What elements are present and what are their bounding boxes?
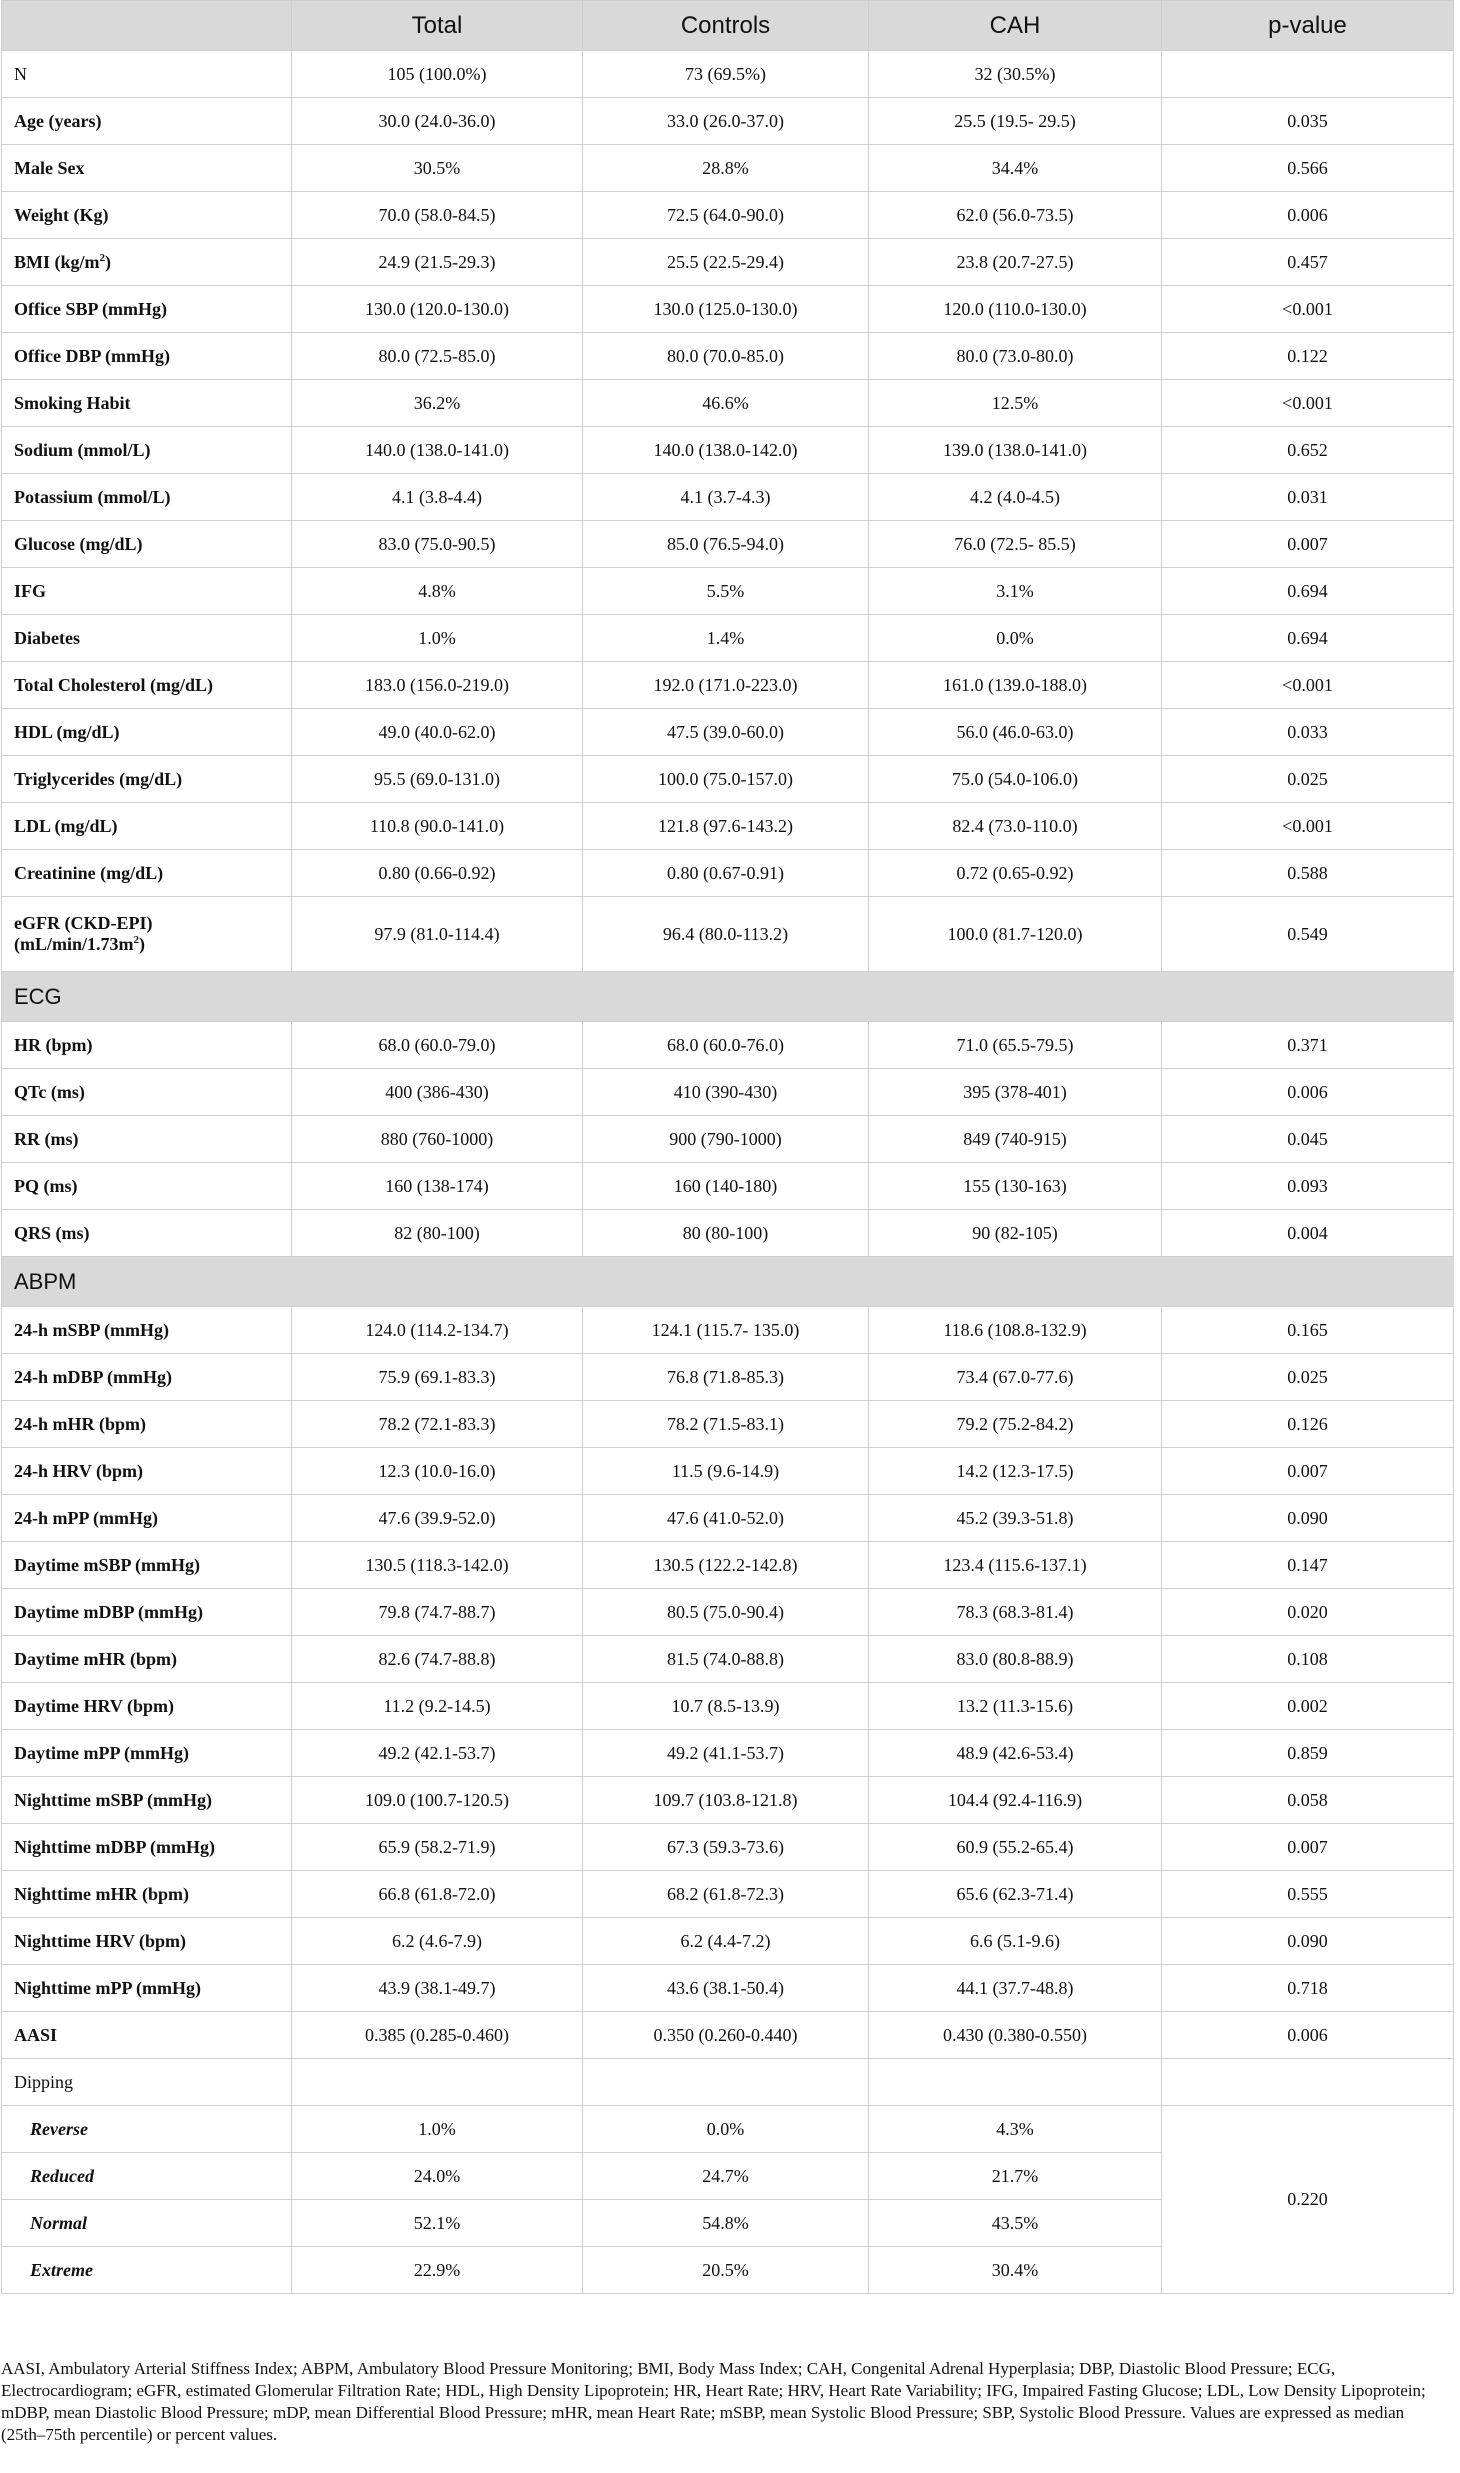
table-row — [2, 897, 1454, 972]
total-cell: 12.3 (10.0-16.0) — [292, 1448, 583, 1495]
cah-cell: 118.6 (108.8-132.9) — [869, 1307, 1162, 1354]
p-value-cell — [1162, 51, 1454, 98]
table-row — [2, 709, 1454, 756]
controls-cell: 0.0% — [583, 2106, 869, 2153]
total-cell: 30.0 (24.0-36.0) — [292, 98, 583, 145]
cah-cell: 80.0 (73.0-80.0) — [869, 333, 1162, 380]
row-label: Glucose (mg/dL) — [2, 521, 292, 568]
p-value-cell: 0.555 — [1162, 1871, 1454, 1918]
row-label: Total Cholesterol (mg/dL) — [2, 662, 292, 709]
table-row — [2, 192, 1454, 239]
p-value-cell: 0.147 — [1162, 1542, 1454, 1589]
total-cell: 1.0% — [292, 615, 583, 662]
cah-cell: 849 (740-915) — [869, 1116, 1162, 1163]
p-value-cell: <0.001 — [1162, 286, 1454, 333]
p-value-cell: 0.859 — [1162, 1730, 1454, 1777]
cah-cell: 4.2 (4.0-4.5) — [869, 474, 1162, 521]
controls-cell: 25.5 (22.5-29.4) — [583, 239, 869, 286]
total-cell: 160 (138-174) — [292, 1163, 583, 1210]
row-label: Daytime mPP (mmHg) — [2, 1730, 292, 1777]
total-cell: 880 (760-1000) — [292, 1116, 583, 1163]
table-row — [2, 333, 1454, 380]
controls-cell: 109.7 (103.8-121.8) — [583, 1777, 869, 1824]
table-row — [2, 1542, 1454, 1589]
header-variable — [2, 1, 292, 51]
controls-cell: 124.1 (115.7- 135.0) — [583, 1307, 869, 1354]
cah-cell: 21.7% — [869, 2153, 1162, 2200]
table-row — [2, 286, 1454, 333]
row-label: Sodium (mmol/L) — [2, 427, 292, 474]
total-cell: 105 (100.0%) — [292, 51, 583, 98]
p-value-cell: 0.457 — [1162, 239, 1454, 286]
table-row — [2, 662, 1454, 709]
row-label: Weight (Kg) — [2, 192, 292, 239]
p-value-cell: 0.371 — [1162, 1022, 1454, 1069]
controls-cell: 11.5 (9.6-14.9) — [583, 1448, 869, 1495]
table-row — [2, 1918, 1454, 1965]
controls-cell: 54.8% — [583, 2200, 869, 2247]
controls-cell: 1.4% — [583, 615, 869, 662]
table-row — [2, 803, 1454, 850]
p-value-cell: 0.108 — [1162, 1636, 1454, 1683]
p-value-cell: 0.122 — [1162, 333, 1454, 380]
controls-cell: 140.0 (138.0-142.0) — [583, 427, 869, 474]
dipping-label: Dipping — [2, 2059, 292, 2106]
p-value-cell: 0.002 — [1162, 1683, 1454, 1730]
p-value-cell: <0.001 — [1162, 803, 1454, 850]
p-value-cell: 0.566 — [1162, 145, 1454, 192]
cah-cell: 82.4 (73.0-110.0) — [869, 803, 1162, 850]
dipping-header-row — [2, 2059, 1454, 2106]
controls-cell: 47.5 (39.0-60.0) — [583, 709, 869, 756]
table-row — [2, 1401, 1454, 1448]
p-value-cell: 0.025 — [1162, 1354, 1454, 1401]
row-label — [2, 239, 292, 286]
table-row — [2, 51, 1454, 98]
row-label: QRS (ms) — [2, 1210, 292, 1257]
cah-cell: 12.5% — [869, 380, 1162, 427]
table-row — [2, 1777, 1454, 1824]
table-row — [2, 1730, 1454, 1777]
p-value-cell: 0.031 — [1162, 474, 1454, 521]
cah-cell: 3.1% — [869, 568, 1162, 615]
row-label-suffix: ) — [139, 934, 145, 954]
cah-cell: 0.72 (0.65-0.92) — [869, 850, 1162, 897]
cah-cell: 120.0 (110.0-130.0) — [869, 286, 1162, 333]
row-label: Daytime mSBP (mmHg) — [2, 1542, 292, 1589]
controls-cell: 85.0 (76.5-94.0) — [583, 521, 869, 568]
controls-cell: 80.0 (70.0-85.0) — [583, 333, 869, 380]
controls-cell: 67.3 (59.3-73.6) — [583, 1824, 869, 1871]
total-cell: 22.9% — [292, 2247, 583, 2294]
cah-cell: 65.6 (62.3-71.4) — [869, 1871, 1162, 1918]
cah-cell: 30.4% — [869, 2247, 1162, 2294]
header-p-value: p-value — [1162, 1, 1454, 51]
cah-cell: 75.0 (54.0-106.0) — [869, 756, 1162, 803]
table-row — [2, 850, 1454, 897]
cah-cell: 73.4 (67.0-77.6) — [869, 1354, 1162, 1401]
row-label: Smoking Habit — [2, 380, 292, 427]
total-cell: 82 (80-100) — [292, 1210, 583, 1257]
p-value-cell: 0.006 — [1162, 2012, 1454, 2059]
row-label-superscript: 2 — [133, 934, 139, 946]
empty-cell — [292, 2059, 583, 2106]
section-label: ECG — [2, 972, 1454, 1022]
total-cell: 70.0 (58.0-84.5) — [292, 192, 583, 239]
row-label: Normal — [2, 2200, 292, 2247]
p-value-cell: 0.007 — [1162, 521, 1454, 568]
empty-cell — [869, 2059, 1162, 2106]
cah-cell: 123.4 (115.6-137.1) — [869, 1542, 1162, 1589]
controls-cell: 10.7 (8.5-13.9) — [583, 1683, 869, 1730]
table-row — [2, 1589, 1454, 1636]
table-row — [2, 521, 1454, 568]
total-cell: 52.1% — [292, 2200, 583, 2247]
table-row — [2, 2012, 1454, 2059]
cah-cell: 25.5 (19.5- 29.5) — [869, 98, 1162, 145]
row-label: 24-h mSBP (mmHg) — [2, 1307, 292, 1354]
row-label: Triglycerides (mg/dL) — [2, 756, 292, 803]
total-cell: 43.9 (38.1-49.7) — [292, 1965, 583, 2012]
cah-cell: 62.0 (56.0-73.5) — [869, 192, 1162, 239]
cah-cell: 79.2 (75.2-84.2) — [869, 1401, 1162, 1448]
header-total: Total — [292, 1, 583, 51]
total-cell: 0.80 (0.66-0.92) — [292, 850, 583, 897]
cah-cell: 100.0 (81.7-120.0) — [869, 897, 1162, 972]
row-label: Reverse — [2, 2106, 292, 2153]
cah-cell: 32 (30.5%) — [869, 51, 1162, 98]
cah-cell: 104.4 (92.4-116.9) — [869, 1777, 1162, 1824]
row-label: Age (years) — [2, 98, 292, 145]
row-label — [2, 897, 292, 972]
cah-cell: 71.0 (65.5-79.5) — [869, 1022, 1162, 1069]
p-value-cell: 0.694 — [1162, 568, 1454, 615]
cah-cell: 0.0% — [869, 615, 1162, 662]
total-cell: 110.8 (90.0-141.0) — [292, 803, 583, 850]
total-cell: 83.0 (75.0-90.5) — [292, 521, 583, 568]
total-cell: 4.8% — [292, 568, 583, 615]
row-label: 24-h mDBP (mmHg) — [2, 1354, 292, 1401]
total-cell: 130.0 (120.0-130.0) — [292, 286, 583, 333]
row-label-text: BMI (kg/m — [14, 251, 100, 272]
table-row — [2, 98, 1454, 145]
empty-cell — [583, 2059, 869, 2106]
controls-cell: 192.0 (171.0-223.0) — [583, 662, 869, 709]
characteristics-table — [1, 0, 1454, 2294]
table-row — [2, 1683, 1454, 1730]
total-cell: 49.2 (42.1-53.7) — [292, 1730, 583, 1777]
p-value-cell: 0.020 — [1162, 1589, 1454, 1636]
row-label: Nighttime mHR (bpm) — [2, 1871, 292, 1918]
total-cell: 24.9 (21.5-29.3) — [292, 239, 583, 286]
table-row — [2, 568, 1454, 615]
row-label: Extreme — [2, 2247, 292, 2294]
controls-cell: 96.4 (80.0-113.2) — [583, 897, 869, 972]
section-row-ecg — [2, 972, 1454, 1022]
table-row — [2, 1636, 1454, 1683]
header-cah: CAH — [869, 1, 1162, 51]
cah-cell: 83.0 (80.8-88.9) — [869, 1636, 1162, 1683]
total-cell: 97.9 (81.0-114.4) — [292, 897, 583, 972]
controls-cell: 72.5 (64.0-90.0) — [583, 192, 869, 239]
row-label: IFG — [2, 568, 292, 615]
total-cell: 49.0 (40.0-62.0) — [292, 709, 583, 756]
row-label: PQ (ms) — [2, 1163, 292, 1210]
cah-cell: 56.0 (46.0-63.0) — [869, 709, 1162, 756]
row-label: Creatinine (mg/dL) — [2, 850, 292, 897]
total-cell: 65.9 (58.2-71.9) — [292, 1824, 583, 1871]
row-label: Office DBP (mmHg) — [2, 333, 292, 380]
table-row — [2, 474, 1454, 521]
row-label: 24-h HRV (bpm) — [2, 1448, 292, 1495]
total-cell: 6.2 (4.6-7.9) — [292, 1918, 583, 1965]
row-label-text: eGFR (CKD-EPI) (mL/min/1.73m — [14, 913, 153, 954]
total-cell: 47.6 (39.9-52.0) — [292, 1495, 583, 1542]
total-cell: 0.385 (0.285-0.460) — [292, 2012, 583, 2059]
p-value-cell: 0.093 — [1162, 1163, 1454, 1210]
cah-cell: 14.2 (12.3-17.5) — [869, 1448, 1162, 1495]
table-row — [2, 1210, 1454, 1257]
controls-cell: 73 (69.5%) — [583, 51, 869, 98]
p-value-cell: 0.090 — [1162, 1918, 1454, 1965]
p-value-cell: <0.001 — [1162, 380, 1454, 427]
table-row — [2, 1871, 1454, 1918]
p-value-cell: 0.006 — [1162, 1069, 1454, 1116]
table-row — [2, 239, 1454, 286]
cah-cell: 90 (82-105) — [869, 1210, 1162, 1257]
cah-cell: 78.3 (68.3-81.4) — [869, 1589, 1162, 1636]
row-label: Daytime HRV (bpm) — [2, 1683, 292, 1730]
controls-cell: 0.80 (0.67-0.91) — [583, 850, 869, 897]
p-value-cell: 0.004 — [1162, 1210, 1454, 1257]
row-label: AASI — [2, 2012, 292, 2059]
row-label: 24-h mPP (mmHg) — [2, 1495, 292, 1542]
cah-cell: 395 (378-401) — [869, 1069, 1162, 1116]
cah-cell: 34.4% — [869, 145, 1162, 192]
row-label: Nighttime HRV (bpm) — [2, 1918, 292, 1965]
controls-cell: 33.0 (26.0-37.0) — [583, 98, 869, 145]
controls-cell: 5.5% — [583, 568, 869, 615]
controls-cell: 410 (390-430) — [583, 1069, 869, 1116]
p-value-cell: 0.006 — [1162, 192, 1454, 239]
controls-cell: 100.0 (75.0-157.0) — [583, 756, 869, 803]
table-row — [2, 1307, 1454, 1354]
p-value-cell: 0.025 — [1162, 756, 1454, 803]
controls-cell: 20.5% — [583, 2247, 869, 2294]
controls-cell: 80.5 (75.0-90.4) — [583, 1589, 869, 1636]
row-label-superscript: 2 — [99, 251, 105, 264]
table-row — [2, 1824, 1454, 1871]
table-row — [2, 1022, 1454, 1069]
controls-cell: 28.8% — [583, 145, 869, 192]
total-cell: 4.1 (3.8-4.4) — [292, 474, 583, 521]
total-cell: 79.8 (74.7-88.7) — [292, 1589, 583, 1636]
controls-cell: 6.2 (4.4-7.2) — [583, 1918, 869, 1965]
p-value-cell: 0.588 — [1162, 850, 1454, 897]
total-cell: 140.0 (138.0-141.0) — [292, 427, 583, 474]
p-value-cell: <0.001 — [1162, 662, 1454, 709]
cah-cell: 6.6 (5.1-9.6) — [869, 1918, 1162, 1965]
table-row — [2, 145, 1454, 192]
row-label: Daytime mDBP (mmHg) — [2, 1589, 292, 1636]
cah-cell: 23.8 (20.7-27.5) — [869, 239, 1162, 286]
total-cell: 95.5 (69.0-131.0) — [292, 756, 583, 803]
total-cell: 30.5% — [292, 145, 583, 192]
cah-cell: 76.0 (72.5- 85.5) — [869, 521, 1162, 568]
total-cell: 80.0 (72.5-85.0) — [292, 333, 583, 380]
controls-cell: 46.6% — [583, 380, 869, 427]
total-cell: 36.2% — [292, 380, 583, 427]
total-cell: 11.2 (9.2-14.5) — [292, 1683, 583, 1730]
empty-cell — [1162, 2059, 1454, 2106]
row-label: Male Sex — [2, 145, 292, 192]
row-label: RR (ms) — [2, 1116, 292, 1163]
controls-cell: 76.8 (71.8-85.3) — [583, 1354, 869, 1401]
section-label: ABPM — [2, 1257, 1454, 1307]
cah-cell: 161.0 (139.0-188.0) — [869, 662, 1162, 709]
cah-cell: 4.3% — [869, 2106, 1162, 2153]
p-value-cell: 0.007 — [1162, 1448, 1454, 1495]
table-body — [2, 51, 1454, 2294]
row-label: Nighttime mSBP (mmHg) — [2, 1777, 292, 1824]
table-row — [2, 1069, 1454, 1116]
cah-cell: 0.430 (0.380-0.550) — [869, 2012, 1162, 2059]
p-value-cell: 0.090 — [1162, 1495, 1454, 1542]
total-cell: 130.5 (118.3-142.0) — [292, 1542, 583, 1589]
section-row-abpm — [2, 1257, 1454, 1307]
row-label: HDL (mg/dL) — [2, 709, 292, 756]
p-value-cell: 0.033 — [1162, 709, 1454, 756]
row-label: Nighttime mDBP (mmHg) — [2, 1824, 292, 1871]
header-controls: Controls — [583, 1, 869, 51]
cah-cell: 43.5% — [869, 2200, 1162, 2247]
header-row — [2, 1, 1454, 51]
controls-cell: 160 (140-180) — [583, 1163, 869, 1210]
cah-cell: 48.9 (42.6-53.4) — [869, 1730, 1162, 1777]
table-row — [2, 615, 1454, 662]
total-cell: 109.0 (100.7-120.5) — [292, 1777, 583, 1824]
table-row — [2, 1116, 1454, 1163]
p-value-cell: 0.694 — [1162, 615, 1454, 662]
row-label: HR (bpm) — [2, 1022, 292, 1069]
row-label: Daytime mHR (bpm) — [2, 1636, 292, 1683]
cah-cell: 44.1 (37.7-48.8) — [869, 1965, 1162, 2012]
controls-cell: 68.0 (60.0-76.0) — [583, 1022, 869, 1069]
controls-cell: 68.2 (61.8-72.3) — [583, 1871, 869, 1918]
total-cell: 82.6 (74.7-88.8) — [292, 1636, 583, 1683]
dipping-row — [2, 2106, 1454, 2153]
table-row — [2, 427, 1454, 474]
controls-cell: 80 (80-100) — [583, 1210, 869, 1257]
total-cell: 124.0 (114.2-134.7) — [292, 1307, 583, 1354]
total-cell: 68.0 (60.0-79.0) — [292, 1022, 583, 1069]
row-label: Potassium (mmol/L) — [2, 474, 292, 521]
table-footnote: AASI, Ambulatory Arterial Stiffness Index; ABPM, Ambulatory Blood Pressure Monitoring; BMI, Body Mass Index; CAH, Congenital Adrenal Hyperplasia; DBP, Diastolic Blood Pressure; ECG, Electrocardiogram; eGFR, estimated Glomerular Filtration Rate; HDL, High Density Lipoprotein; HR, Heart Rate; HRV, Heart Rate Variability; IFG, Impaired Fasting Glucose; LDL, Low Density Lipoprotein; mDBP, mean Diastolic Blood Pressure; mDP, mean Differential Blood Pressure; mHR, mean Heart Rate; mSBP, mean Systolic Blood Pressure; SBP, Systolic Blood Pressure. Values are expressed as median (25th–75th percentile) or percent values. — [1, 2359, 1426, 2444]
row-label: N — [2, 51, 292, 98]
table-row — [2, 380, 1454, 427]
p-value-cell: 0.035 — [1162, 98, 1454, 145]
controls-cell: 49.2 (41.1-53.7) — [583, 1730, 869, 1777]
total-cell: 1.0% — [292, 2106, 583, 2153]
controls-cell: 0.350 (0.260-0.440) — [583, 2012, 869, 2059]
total-cell: 400 (386-430) — [292, 1069, 583, 1116]
cah-cell: 13.2 (11.3-15.6) — [869, 1683, 1162, 1730]
controls-cell: 24.7% — [583, 2153, 869, 2200]
controls-cell: 130.5 (122.2-142.8) — [583, 1542, 869, 1589]
row-label: Reduced — [2, 2153, 292, 2200]
cah-cell: 60.9 (55.2-65.4) — [869, 1824, 1162, 1871]
total-cell: 66.8 (61.8-72.0) — [292, 1871, 583, 1918]
total-cell: 183.0 (156.0-219.0) — [292, 662, 583, 709]
controls-cell: 130.0 (125.0-130.0) — [583, 286, 869, 333]
row-label: Office SBP (mmHg) — [2, 286, 292, 333]
p-value-cell: 0.126 — [1162, 1401, 1454, 1448]
controls-cell: 47.6 (41.0-52.0) — [583, 1495, 869, 1542]
controls-cell: 900 (790-1000) — [583, 1116, 869, 1163]
row-label: 24-h mHR (bpm) — [2, 1401, 292, 1448]
total-cell: 24.0% — [292, 2153, 583, 2200]
controls-cell: 81.5 (74.0-88.8) — [583, 1636, 869, 1683]
controls-cell: 121.8 (97.6-143.2) — [583, 803, 869, 850]
table-row — [2, 1163, 1454, 1210]
row-label: QTc (ms) — [2, 1069, 292, 1116]
controls-cell: 43.6 (38.1-50.4) — [583, 1965, 869, 2012]
table-header — [2, 1, 1454, 51]
p-value-cell: 0.165 — [1162, 1307, 1454, 1354]
row-label-suffix: ) — [105, 251, 111, 272]
p-value-cell: 0.652 — [1162, 427, 1454, 474]
table-row — [2, 1448, 1454, 1495]
total-cell: 75.9 (69.1-83.3) — [292, 1354, 583, 1401]
total-cell: 78.2 (72.1-83.3) — [292, 1401, 583, 1448]
cah-cell: 155 (130-163) — [869, 1163, 1162, 1210]
p-value-cell: 0.058 — [1162, 1777, 1454, 1824]
table-row — [2, 1965, 1454, 2012]
p-value-cell: 0.045 — [1162, 1116, 1454, 1163]
row-label: Diabetes — [2, 615, 292, 662]
dipping-p-value: 0.220 — [1162, 2106, 1454, 2294]
p-value-cell: 0.718 — [1162, 1965, 1454, 2012]
p-value-cell: 0.549 — [1162, 897, 1454, 972]
row-label: Nighttime mPP (mmHg) — [2, 1965, 292, 2012]
controls-cell: 78.2 (71.5-83.1) — [583, 1401, 869, 1448]
row-label: LDL (mg/dL) — [2, 803, 292, 850]
controls-cell: 4.1 (3.7-4.3) — [583, 474, 869, 521]
table-row — [2, 1354, 1454, 1401]
cah-cell: 139.0 (138.0-141.0) — [869, 427, 1162, 474]
p-value-cell: 0.007 — [1162, 1824, 1454, 1871]
table-row — [2, 1495, 1454, 1542]
table-row — [2, 756, 1454, 803]
cah-cell: 45.2 (39.3-51.8) — [869, 1495, 1162, 1542]
